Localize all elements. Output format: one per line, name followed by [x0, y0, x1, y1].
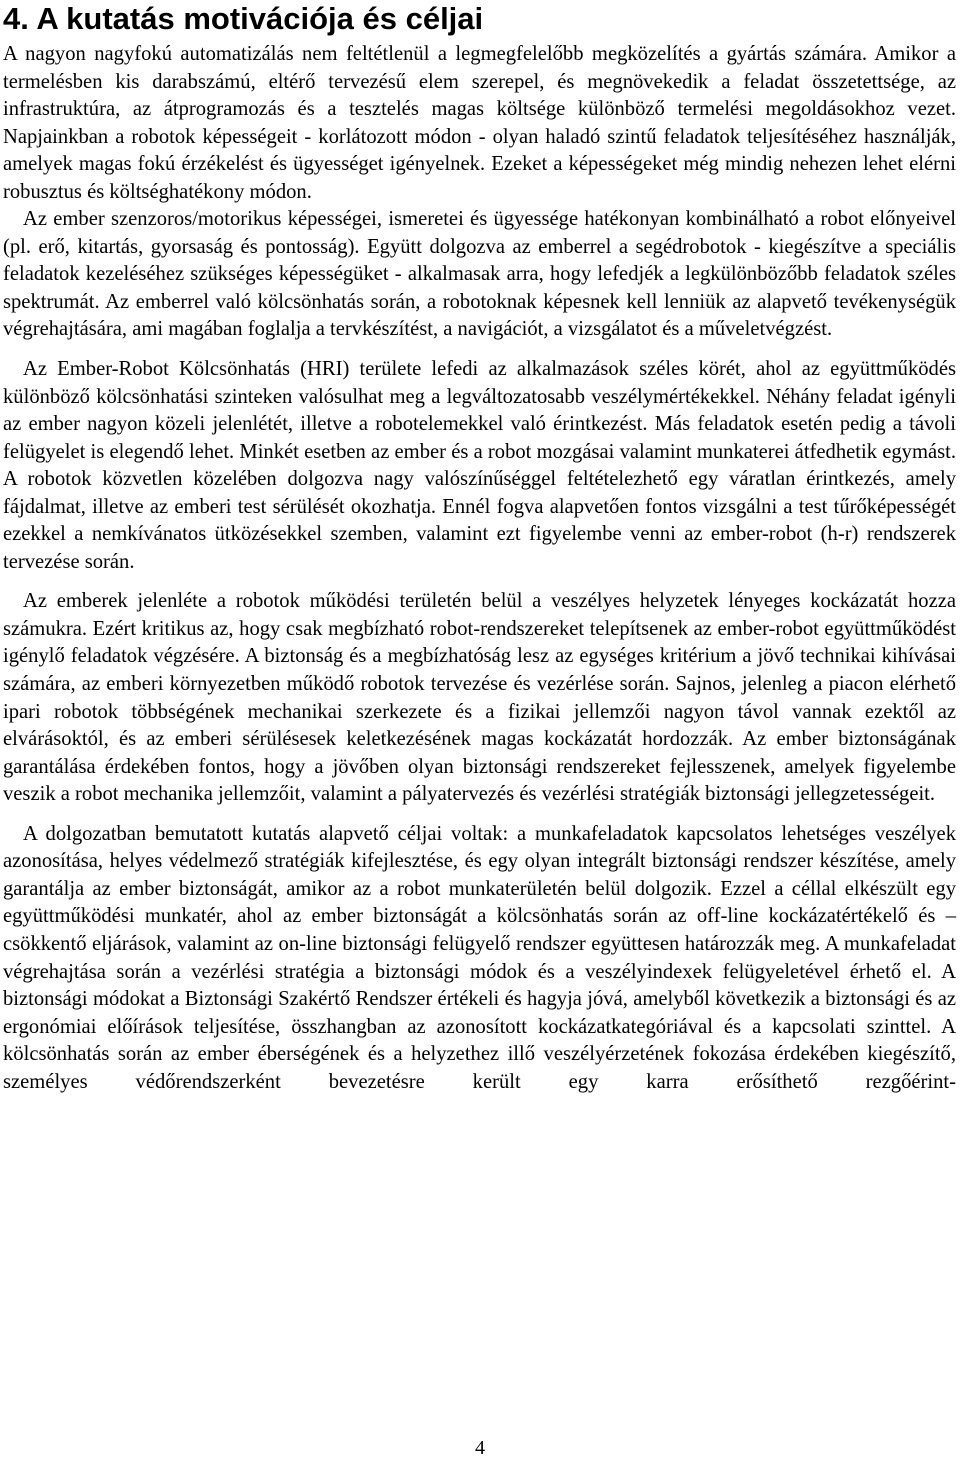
paragraph-3: Az Ember-Robot Kölcsönhatás (HRI) területe lefedi az alkalmazások széles körét, ahol az együttműködés különböző kölcsönhatási szinteken valósulhat meg a legváltozatosabb veszélymértékekkel. Néhány feladat igényli az ember nagyon közeli jelenlétét, illetve a robotelemekkel való érintkezést. Más feladatok esetén pedig a távoli felügyelet is elegendő lehet. Minkét esetben az ember és a robot mozgásai valamint munkaterei átfedhetik egymást. A robotok közvetlen közelében dolgozva nagy valószínűséggel feltételezhető egy váratlan érintkezés, amely fájdalmat, illetve az emberi test sérülését okozhatja. Ennél fogva alapvetően fontos vizsgálni a test tűrőképességét ezekkel a nemkívánatos ütközésekkel szemben, valamint ezt figyelembe venni az ember-robot (h-r) rendszerek tervezése során.	[3, 358, 956, 573]
paragraph-5: A dolgozatban bemutatott kutatás alapvető céljai voltak: a munkafeladatok kapcsolatos lehetséges veszélyek azonosítása, helyes védelmező stratégiák kifejlesztése, és egy olyan integrált biztonsági rendszer készítése, amely garantálja az ember biztonságát, amikor az a robot munkaterületén belül dolgozik. Ezzel a céllal elkészült egy együttműködési munkatér, ahol az ember biztonságát a kölcsönhatás során az off-line kockázatértékelő és –csökkentő eljárások, valamint az on-line biztonsági felügyelő rendszer együttesen határozzák meg. A munkafeladat végrehajtása során a vezérlési stratégia a biztonsági módok és a veszélyindexek felügyeletével érhető el. A biztonsági módokat a Biztonsági Szakértő Rendszer értékeli és hagyja jóvá, amelyből következik a biztonsági és az ergonómiai előírások teljesítése, összhangban az azonosított kockázatkategóriával és a kapcsolati szinttel. A kölcsönhatás során az ember éberségének és a helyzethez illő veszélyérzetének fokozása érdekében kiegészítő, személyes védőrendszerként bevezetésre került egy karra erősíthető rezgőérint-	[3, 822, 956, 1093]
page-number: 4	[475, 1437, 485, 1459]
section-heading: 4. A kutatás motivációja és céljai	[3, 1, 484, 36]
paragraph-2: Az ember szenzoros/motorikus képességei, ismeretei és ügyessége hatékonyan kombinálható a robot előnyeivel (pl. erő, kitartás, gyorsaság és pontosság). Együtt dolgozva az emberrel a segédrobotok - kiegészítve a speciális feladatok kezeléséhez szükséges képességüket - alkalmasak arra, hogy lefedjék a legkülönbözőbb feladatok széles spektrumát. Az emberrel való kölcsönhatás során, a robotoknak képesnek kell lenniük az alapvető tevékenységük végrehajtására, ami magában foglalja a tervkészítést, a navigációt, a vizsgálatot és a műveletvégzést.	[3, 208, 956, 341]
body-text	[3, 41, 956, 1096]
paragraph-4: Az emberek jelenléte a robotok működési területén belül a veszélyes helyzetek lényeges kockázatát hozza számukra. Ezért kritikus az, hogy csak megbízható robot-rendszereket telepítsenek az ember-robot együttműködést igénylő feladatok végzésére. A biztonság és a megbízhatóság lesz az egységes kritérium a jövő technikai kihívásai számára, az emberi környezetben működő robotok tervezése és vezérlése során. Sajnos, jelenleg a piacon elérhető ipari robotok többségének mechanikai szerkezete és a fizikai jellemzői nagyon távol vannak ezektől az elvárásoktól, és az emberi sérülésesek keletkezésének magas kockázatát hordozzák. Az ember biztonságának garantálása érdekében fontos, hogy a jövőben olyan biztonsági rendszereket fejlesszenek, amelyek figyelembe veszik a robot mechanika jellemzőit, valamint a pályatervezés és vezérlési stratégiák biztonsági jellegzetességeit.	[3, 590, 956, 806]
paragraph-1: A nagyon nagyfokú automatizálás nem feltétlenül a legmegfelelőbb megközelítés a gyártás számára. Amikor a termelésben kis darabszámú, eltérő tervezésű elem szerepel, és megnövekedik a feladat összetettsége, az infrastruktúra, az átprogramozás és a tesztelés magas költsége különböző termelési megoldásokhoz vezet. Napjainkban a robotok képességeit - korlátozott módon - olyan haladó szintű feladatok teljesítéséhez használják, amelyek magas fokú érzékelést és ügyességet igényelnek. Ezeket a képességeket még mindig nehezen lehet elérni robusztus és költséghatékony módon.	[3, 43, 956, 203]
